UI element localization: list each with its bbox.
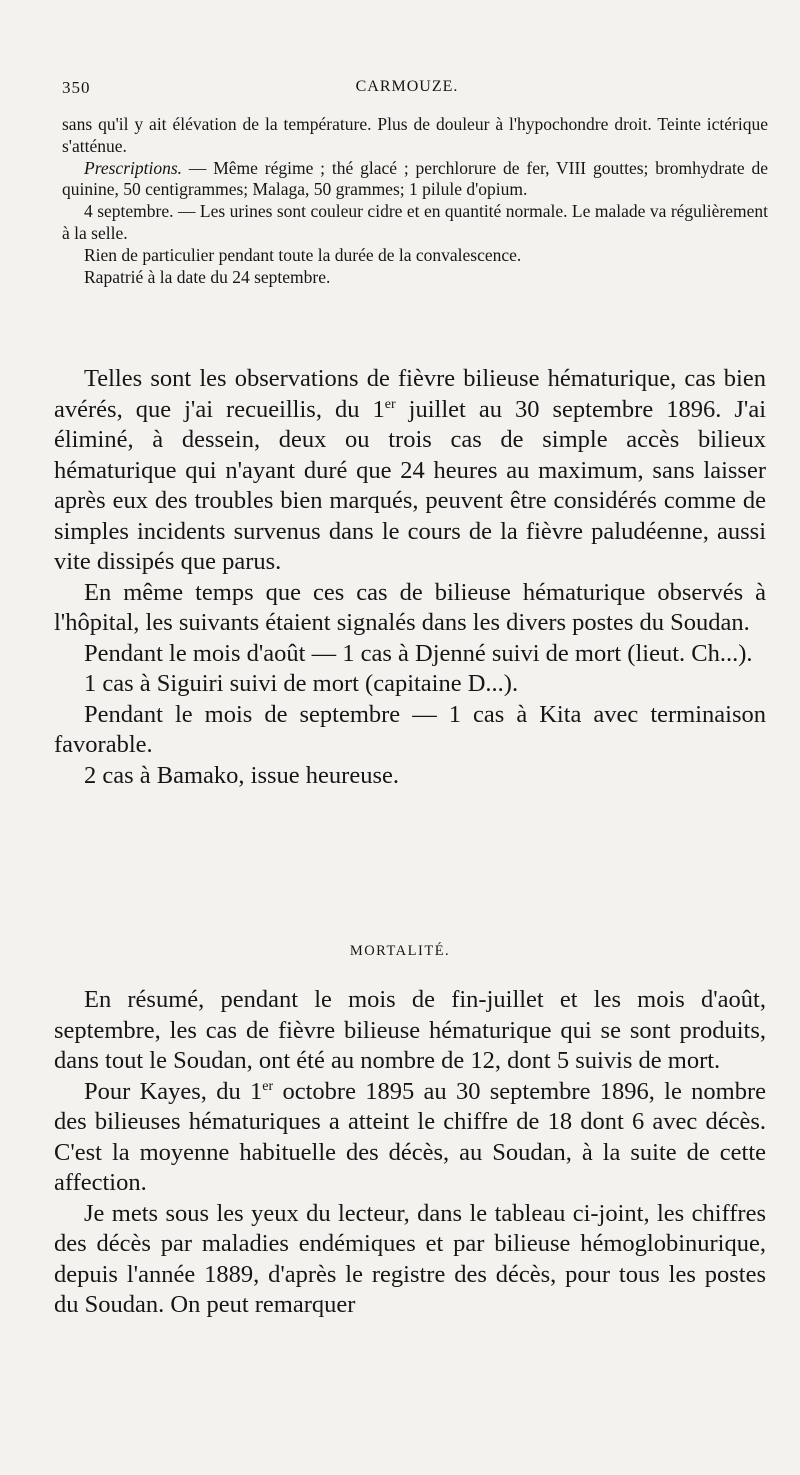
observation-paragraph: sans qu'il y ait élévation de la température. Plus de douleur à l'hypochondre droit. Teinte ictérique s'atténue. [62, 114, 768, 156]
prescriptions-label: Prescriptions. [84, 157, 183, 178]
body-text-run: juillet au 30 septembre 1896. J'ai éliminé, à dessein, deux ou trois cas de simple accès bilieux hématurique qui n'ayant duré que 24 heures au maximum, sans laisser après eux des troubles bien marqués, peuvent être considérés comme de simples incidents survenus dans le cours de la fièvre paludéenne, aussi vite dissipés que parus. [54, 395, 766, 575]
body-paragraph [54, 1077, 766, 1199]
body-paragraph: En résumé, pendant le mois de fin-juillet et les mois d'août, septembre, les cas de fièvre bilieuse hématurique qui se sont produits, dans tout le Soudan, ont été au nombre de 12, dont 5 suivis de mort. [54, 986, 766, 1074]
observation-notes [62, 114, 768, 288]
main-text [54, 364, 766, 791]
prescriptions-text: — Même régime ; thé glacé ; perchlorure de fer, VIII gouttes; bromhydrate de quinine, 50 centigrammes; Malaga, 50 grammes; 1 pilule d'opium. [62, 157, 768, 200]
body-text-run: Telles sont les observations de fièvre bilieuse hématurique, cas bien avérés, que j'ai recueillis, du 1 [54, 365, 766, 423]
superscript: er [384, 396, 396, 412]
body-paragraph: 1 cas à Siguiri suivi de mort (capitaine D...). [84, 670, 519, 697]
body-text-run: octobre 1895 au 30 septembre 1896, le nombre des bilieuses hématuriques a atteint le chiffre de 18 dont 6 avec décès. C'est la moyenne habituelle des décès, au Soudan, à la suite de cette affection. [54, 1077, 766, 1196]
body-paragraph: En même temps que ces cas de bilieuse hématurique observés à l'hôpital, les suivants étaient signalés dans les divers postes du Soudan. [54, 578, 766, 636]
observation-paragraph: 4 septembre. — Les urines sont couleur cidre et en quantité normale. Le malade va régulièrement à la selle. [62, 201, 768, 243]
body-paragraph [54, 364, 766, 578]
section-title: MORTALITÉ. [349, 943, 451, 959]
body-paragraph: 2 cas à Bamako, issue heureuse. [84, 761, 399, 789]
body-paragraph: Je mets sous les yeux du lecteur, dans le tableau ci-joint, les chiffres des décès par maladies endémiques et par bilieuse hémoglobinurique, depuis l'année 1889, d'après le registre des décès, pour tous les postes du Soudan. On peut remarquer [54, 1199, 766, 1318]
prescriptions-paragraph [62, 158, 768, 202]
page-header [62, 78, 752, 102]
running-head: CARMOUZE. [355, 78, 459, 95]
superscript: er [262, 1078, 274, 1094]
observation-paragraph: Rien de particulier pendant toute la durée de la convalescence. [84, 244, 522, 265]
mortality-text [54, 985, 766, 1321]
observation-paragraph: Rapatrié à la date du 24 septembre. [84, 266, 331, 287]
body-paragraph: Pendant le mois d'août — 1 cas à Djenné suivi de mort (lieut. Ch...). [84, 639, 753, 667]
page-number: 350 [62, 78, 91, 97]
body-paragraph: Pendant le mois de septembre — 1 cas à Kita avec terminaison favorable. [54, 700, 766, 758]
body-text-run: Pour Kayes, du 1 [84, 1077, 263, 1105]
